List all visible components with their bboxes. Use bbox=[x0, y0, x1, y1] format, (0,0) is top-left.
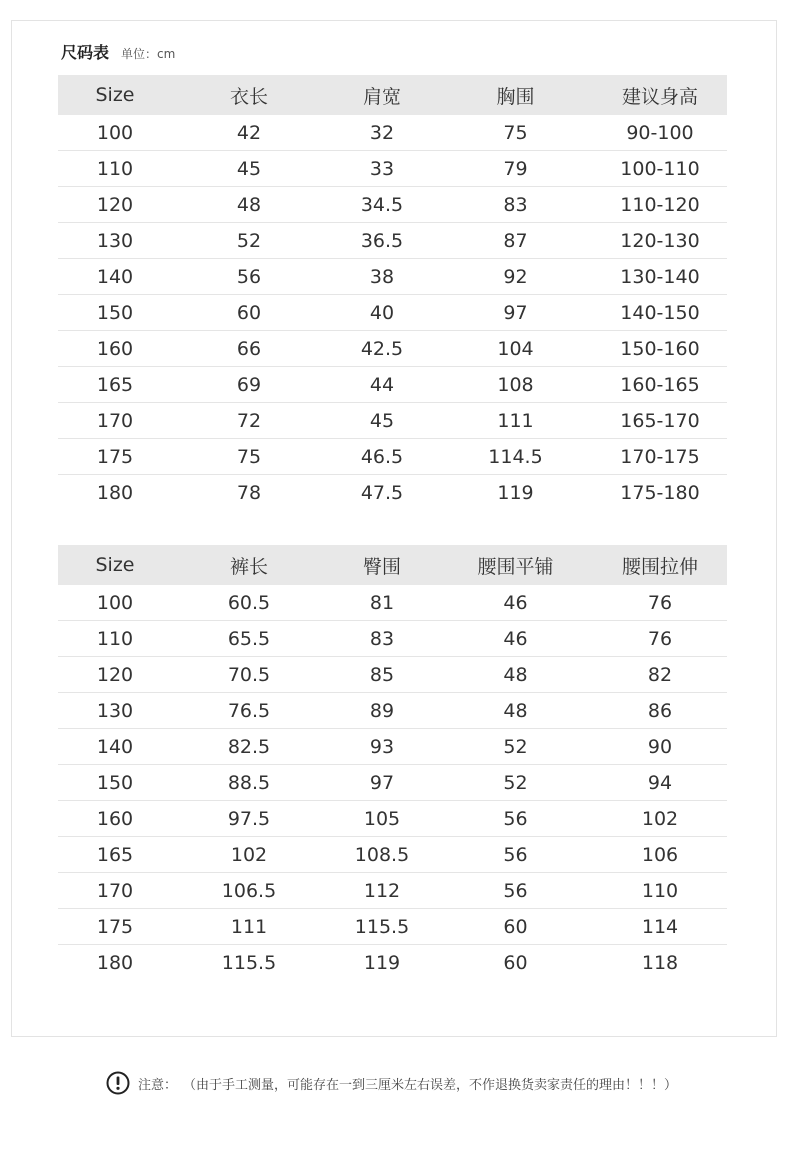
table-cell: 56 bbox=[438, 801, 593, 837]
table-cell: 48 bbox=[438, 693, 593, 729]
table-cell: 52 bbox=[172, 223, 326, 259]
table-row bbox=[58, 945, 727, 981]
table-cell: 180 bbox=[96, 951, 134, 974]
table-cell: 86 bbox=[593, 693, 727, 729]
table-cell: 90 bbox=[593, 729, 727, 765]
table-cell: 102 bbox=[172, 837, 326, 873]
table-cell: 75 bbox=[172, 439, 326, 475]
table-row bbox=[58, 187, 727, 223]
table-cell: 42.5 bbox=[326, 331, 438, 367]
table-cell: 92 bbox=[438, 259, 593, 295]
table-cell: 56 bbox=[438, 873, 593, 909]
column-header-length: 衣长 bbox=[172, 75, 326, 115]
table-cell: 115.5 bbox=[221, 951, 277, 974]
table-cell: 97 bbox=[326, 765, 438, 801]
table-cell: 120 bbox=[58, 187, 172, 223]
table-cell: 48 bbox=[438, 657, 593, 693]
table-cell: 105 bbox=[326, 801, 438, 837]
table-cell: 60.5 bbox=[172, 585, 326, 621]
size-chart-heading bbox=[61, 40, 175, 66]
table-cell: 85 bbox=[326, 657, 438, 693]
table-cell: 52 bbox=[438, 729, 593, 765]
table-cell: 100-110 bbox=[593, 151, 727, 187]
table-cell: 130 bbox=[58, 693, 172, 729]
table-cell: 114.5 bbox=[438, 439, 593, 475]
table-cell: 46.5 bbox=[326, 439, 438, 475]
measurement-notice bbox=[106, 1071, 677, 1095]
table-cell: 119 bbox=[497, 481, 534, 504]
size-chart-title: 尺码表 bbox=[61, 43, 110, 62]
table-cell: 165 bbox=[58, 837, 172, 873]
table-cell: 111 bbox=[172, 909, 326, 945]
table-row bbox=[58, 765, 727, 801]
table-row bbox=[58, 729, 727, 765]
table-cell: 70.5 bbox=[172, 657, 326, 693]
table-cell: 118 bbox=[641, 951, 679, 974]
table-row bbox=[58, 475, 727, 511]
table-cell: 108 bbox=[438, 367, 593, 403]
table-cell: 110 bbox=[593, 873, 727, 909]
table-cell: 140 bbox=[58, 729, 172, 765]
table-cell: 104 bbox=[438, 331, 593, 367]
table-cell: 65.5 bbox=[172, 621, 326, 657]
table-cell: 75 bbox=[438, 115, 593, 151]
table-cell: 170-175 bbox=[593, 439, 727, 475]
table-row bbox=[58, 585, 727, 621]
column-header-hip: 臀围 bbox=[326, 545, 438, 585]
table-row bbox=[58, 151, 727, 187]
column-header-waist-stretched: 腰围拉伸 bbox=[593, 545, 727, 585]
table-cell: 110 bbox=[58, 621, 172, 657]
table-cell: 112 bbox=[326, 873, 438, 909]
top-size-table bbox=[58, 75, 727, 510]
table-cell: 89 bbox=[326, 693, 438, 729]
table-cell: 120 bbox=[58, 657, 172, 693]
table-row bbox=[58, 657, 727, 693]
table-cell: 119 bbox=[363, 951, 401, 974]
bottom-size-table bbox=[58, 545, 727, 980]
table-cell: 100 bbox=[58, 115, 172, 151]
table-cell: 79 bbox=[438, 151, 593, 187]
table-cell: 44 bbox=[326, 367, 438, 403]
table-row bbox=[58, 223, 727, 259]
column-header-height: 建议身高 bbox=[593, 75, 727, 115]
table-cell: 56 bbox=[438, 837, 593, 873]
table-cell: 110-120 bbox=[593, 187, 727, 223]
table-cell: 130-140 bbox=[593, 259, 727, 295]
table-cell: 160-165 bbox=[593, 367, 727, 403]
table-cell: 40 bbox=[326, 295, 438, 331]
table-cell: 83 bbox=[326, 621, 438, 657]
table-cell: 140 bbox=[58, 259, 172, 295]
table-cell: 72 bbox=[172, 403, 326, 439]
table-cell: 165-170 bbox=[593, 403, 727, 439]
table-cell: 150 bbox=[58, 295, 172, 331]
table-cell: 34.5 bbox=[326, 187, 438, 223]
table-cell: 48 bbox=[172, 187, 326, 223]
table-cell: 45 bbox=[326, 403, 438, 439]
table-cell: 111 bbox=[438, 403, 593, 439]
table-cell: 78 bbox=[236, 481, 262, 504]
table-cell: 42 bbox=[172, 115, 326, 151]
notice-label: 注意： bbox=[138, 1077, 178, 1093]
table-cell: 52 bbox=[438, 765, 593, 801]
table-cell: 60 bbox=[503, 951, 528, 974]
table-cell: 180 bbox=[96, 481, 134, 504]
table-row bbox=[58, 909, 727, 945]
notice-text: （由于手工测量，可能存在一到三厘米左右误差，不作退换货卖家责任的理由！！！） bbox=[183, 1077, 678, 1093]
table-row bbox=[58, 331, 727, 367]
table-cell: 56 bbox=[172, 259, 326, 295]
table-cell: 93 bbox=[326, 729, 438, 765]
exclamation-circle-icon bbox=[106, 1071, 130, 1095]
table-cell: 170 bbox=[58, 403, 172, 439]
table-cell: 69 bbox=[172, 367, 326, 403]
table-cell: 140-150 bbox=[593, 295, 727, 331]
column-header-size: Size bbox=[58, 75, 172, 115]
table-cell: 90-100 bbox=[593, 115, 727, 151]
table-row bbox=[58, 801, 727, 837]
table-cell: 82 bbox=[593, 657, 727, 693]
table-cell: 106 bbox=[593, 837, 727, 873]
table-cell: 120-130 bbox=[593, 223, 727, 259]
table-cell: 100 bbox=[58, 585, 172, 621]
table-cell: 33 bbox=[326, 151, 438, 187]
table-cell: 114 bbox=[593, 909, 727, 945]
table-cell: 46 bbox=[438, 621, 593, 657]
table-cell: 87 bbox=[438, 223, 593, 259]
table-cell: 150 bbox=[58, 765, 172, 801]
unit-label: 单位：cm bbox=[121, 47, 176, 61]
table-cell: 150-160 bbox=[593, 331, 727, 367]
column-header-shoulder: 肩宽 bbox=[326, 75, 438, 115]
table-cell: 102 bbox=[593, 801, 727, 837]
table-cell: 60 bbox=[172, 295, 326, 331]
table-cell: 108.5 bbox=[326, 837, 438, 873]
table-cell: 47.5 bbox=[360, 481, 404, 504]
table-cell: 88.5 bbox=[172, 765, 326, 801]
table-cell: 60 bbox=[438, 909, 593, 945]
table-cell: 76.5 bbox=[172, 693, 326, 729]
table-cell: 45 bbox=[172, 151, 326, 187]
column-header-waist-flat: 腰围平铺 bbox=[438, 545, 593, 585]
table-cell: 175-180 bbox=[620, 481, 700, 504]
column-header-chest: 胸围 bbox=[438, 75, 593, 115]
table-header-row bbox=[58, 75, 727, 115]
table-row bbox=[58, 873, 727, 909]
table-cell: 97.5 bbox=[172, 801, 326, 837]
table-cell: 97 bbox=[438, 295, 593, 331]
table-cell: 83 bbox=[438, 187, 593, 223]
table-cell: 165 bbox=[58, 367, 172, 403]
table-cell: 94 bbox=[593, 765, 727, 801]
column-header-size: Size bbox=[58, 545, 172, 585]
table-cell: 115.5 bbox=[326, 909, 438, 945]
table-row bbox=[58, 621, 727, 657]
table-cell: 160 bbox=[58, 801, 172, 837]
table-row bbox=[58, 403, 727, 439]
table-cell: 66 bbox=[172, 331, 326, 367]
table-cell: 81 bbox=[326, 585, 438, 621]
table-row bbox=[58, 367, 727, 403]
table-cell: 170 bbox=[58, 873, 172, 909]
column-header-pants-length: 裤长 bbox=[172, 545, 326, 585]
table-row bbox=[58, 259, 727, 295]
table-row bbox=[58, 837, 727, 873]
table-cell: 175 bbox=[58, 909, 172, 945]
table-header-row bbox=[58, 545, 727, 585]
table-row bbox=[58, 693, 727, 729]
table-cell: 175 bbox=[58, 439, 172, 475]
table-cell: 82.5 bbox=[172, 729, 326, 765]
table-cell: 32 bbox=[326, 115, 438, 151]
table-cell: 46 bbox=[438, 585, 593, 621]
table-row bbox=[58, 439, 727, 475]
table-cell: 106.5 bbox=[172, 873, 326, 909]
table-cell: 76 bbox=[593, 585, 727, 621]
table-cell: 130 bbox=[58, 223, 172, 259]
table-cell: 76 bbox=[593, 621, 727, 657]
table-cell: 36.5 bbox=[326, 223, 438, 259]
table-cell: 110 bbox=[58, 151, 172, 187]
table-cell: 160 bbox=[58, 331, 172, 367]
table-row bbox=[58, 115, 727, 151]
table-cell: 38 bbox=[326, 259, 438, 295]
table-row bbox=[58, 295, 727, 331]
